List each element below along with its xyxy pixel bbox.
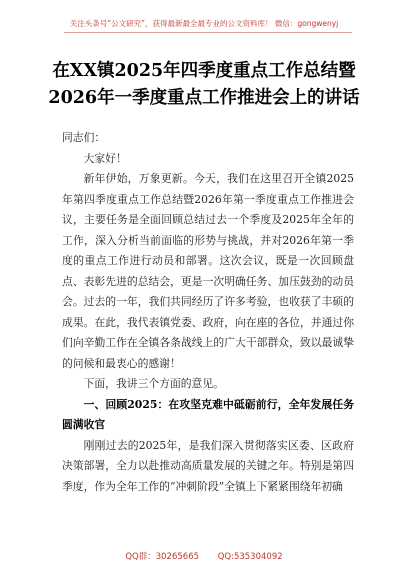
salutation: 同志们： xyxy=(62,131,106,144)
footer-qq-group: QQ群：30265665 xyxy=(125,552,200,562)
paragraph-intro: 新年伊始，万象更新。今天，我们在这里召开全镇2025年第四季度重点工作总结暨2026年第一季度重点工作推进会议，主要任务是全面回顾总结过去一个季度及2025年全年的工作，深入分析当前面临的形势与挑战，并对2026年第一季度的重点工作进行动员和部署。这次会议，既是一次回顾盘点、表彰先进的总结会，更是一次明确任务、加压鼓劲的动员会。过去的一年，我们共同经历了许多考验，也收获了丰硕的成果。在此，我代表镇党委、政府，向在座的各位，并通过你们向辛勤工作在全镇各条战线上的广大干部群众，致以最诚挚的问候和最衷心的感谢！ xyxy=(62,172,354,370)
footer-qq: QQ:535304092 xyxy=(217,552,283,562)
document-title xyxy=(0,58,408,112)
header-divider xyxy=(64,32,352,33)
header-banner-text: 关注头条号“公文研究”，获得最新最全最专业的公文资料库！ 微信：gongwenyj xyxy=(69,19,339,28)
document-body xyxy=(62,128,354,497)
footer-contact xyxy=(0,550,408,562)
paragraph-outline: 下面，我讲三个方面的意见。 xyxy=(83,377,224,390)
section-heading-1: 一、回顾2025：在攻坚克难中砥砺前行，全年发展任务圆满收官 xyxy=(62,397,354,431)
greeting: 大家好！ xyxy=(83,151,127,165)
title-line-1: 在XX镇2025年四季度重点工作总结暨 xyxy=(52,61,356,81)
paragraph-review: 刚刚过去的2025年，是我们深入贯彻落实区委、区政府决策部署，全力以赴推动高质量发展的关键之年。特别是第四季度，作为全年工作的“冲刺阶段”全镇上下紧紧围绕年初确 xyxy=(62,438,354,493)
header-banner xyxy=(0,0,408,40)
title-line-2: 2026年一季度重点工作推进会上的讲话 xyxy=(48,88,360,108)
